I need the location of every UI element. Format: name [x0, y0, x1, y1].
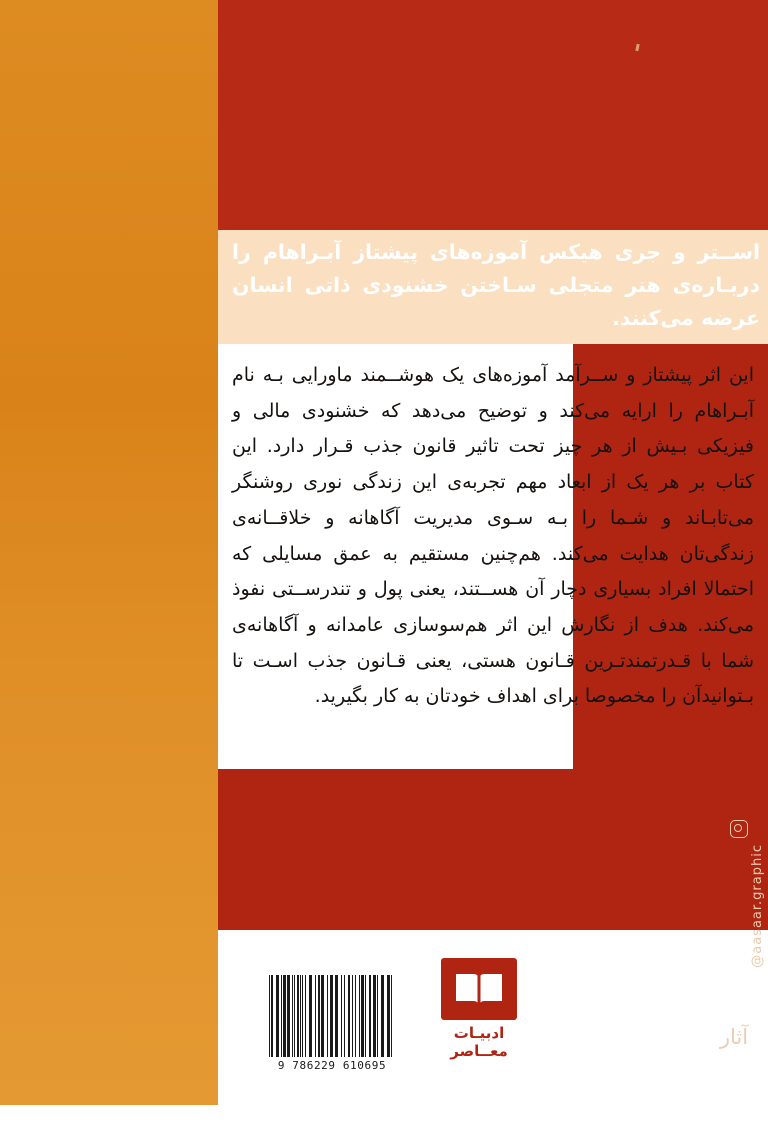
- publisher-name-line-1: ادبیـات: [453, 1024, 505, 1042]
- designer-credit: [716, 820, 765, 1000]
- publisher-name-line-2: معــاصر: [450, 1042, 508, 1060]
- barcode-icon: [268, 975, 396, 1057]
- publisher-logo: [424, 958, 534, 1074]
- publisher-name: [424, 1024, 534, 1060]
- open-book-logo-icon: [441, 958, 517, 1020]
- footer-white-strip: [0, 1105, 768, 1139]
- instagram-icon: [730, 820, 748, 838]
- body-paragraph: این اثر پیشتاز و ســرآمد آموزه‌های یک هوشــمند ماورایی بـه نام آبـراهام را ارایه می‌کند و توضیح می‌دهد که خشنودی مالی و فیزیکی بـیش از هر چیز تحت تاثیر قانون جذب قـرار دارد. این کتاب بر هر یک از ابعاد مهم تجربه‌ی این زندگی نوری روشنگر می‌تابـاند و شـما را بـه سـوی مدیریت آگاهانه و خلاقــانه‌ی زندگی‌تان هدایت می‌کند. هم‌چنین مستقیم به عمق مسایلی که احتمالا افراد بسیاری دچار آن هســتند، یعنی پول و تندرســتی نفوذ می‌کند. هدف از نگارش این اثر هم‌سوسازی عامدانه و آگاهانه‌ی شما با قـدرتمندتـرین قـانون هستی، یعنی قـانون جذب اسـت تا بـتوانیدآن را مخصوصا برای اهداف خودتان به کار بگیرید.: [232, 364, 754, 708]
- designer-mark: آثار: [719, 1025, 749, 1049]
- barcode-number: 9 786229 610695: [277, 1059, 387, 1072]
- top-red-panel: [218, 0, 768, 230]
- headline-text: اســتر و جری هیکس آموزه‌های پیشتاز آبـراهام را دربـاره‌ی هنر متجلی سـاختن خشنودی ذاتی انسان عرضه می‌کنند.: [232, 240, 760, 331]
- body-copy: [232, 358, 754, 715]
- barcode: [268, 975, 396, 1077]
- left-orange-panel: [0, 0, 218, 1139]
- designer-handle: @aasaar.graphic: [750, 844, 765, 968]
